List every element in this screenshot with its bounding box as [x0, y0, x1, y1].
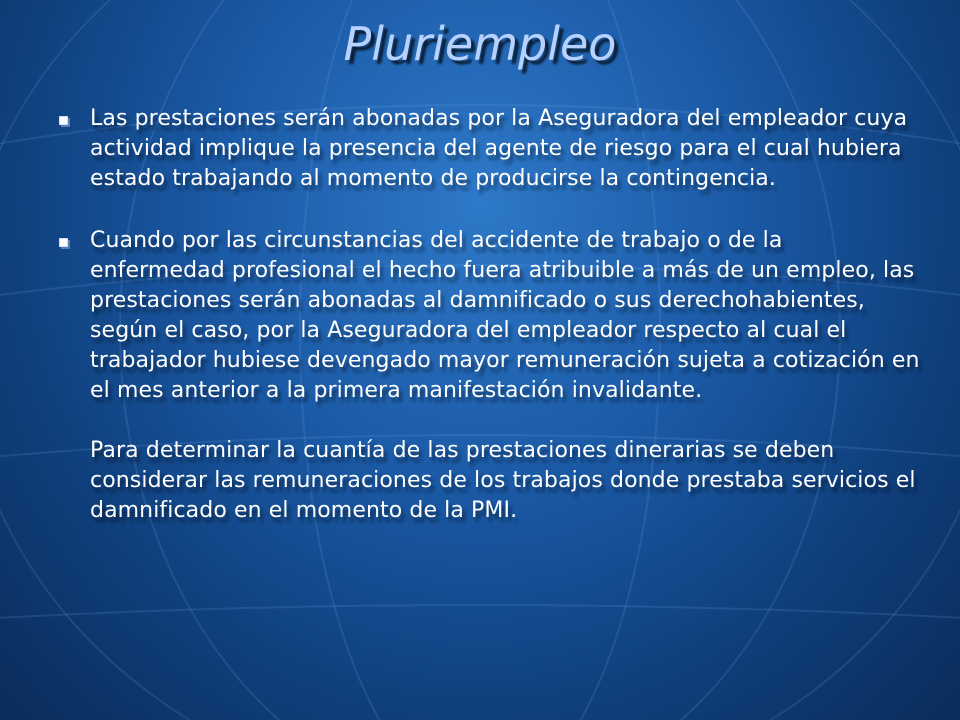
- bullet-item: [58, 226, 920, 406]
- paragraph-text: Para determinar la cuantía de las prestaciones dinerarias se deben considerar las remuneraciones de los trabajos donde prestaba servicios el damnificado en el momento de la PMI.: [90, 438, 916, 523]
- square-bullet-icon: [59, 116, 68, 125]
- bullet-text: Cuando por las circunstancias del accidente de trabajo o de la enfermedad profesional el hecho fuera atribuible a más de un empleo, las prestaciones serán abonadas al damnificado o sus derechohabientes, según el caso, por la Aseguradora del empleador respecto al cual el trabajador hubiese devengado mayor remuneración sujeta a cotización en el mes anterior a la primera manifestación invalidante.: [90, 228, 920, 403]
- slide-content: [58, 104, 920, 526]
- bullet-text: Las prestaciones serán abonadas por la Aseguradora del empleador cuya actividad implique la presencia del agente de riesgo para el cual hubiera estado trabajando al momento de producirse la contingencia.: [90, 106, 908, 191]
- paragraph-block: [58, 436, 920, 526]
- square-bullet-icon: [59, 238, 68, 247]
- bullet-item: [58, 104, 920, 194]
- slide-title: Pluriempleo: [343, 17, 617, 71]
